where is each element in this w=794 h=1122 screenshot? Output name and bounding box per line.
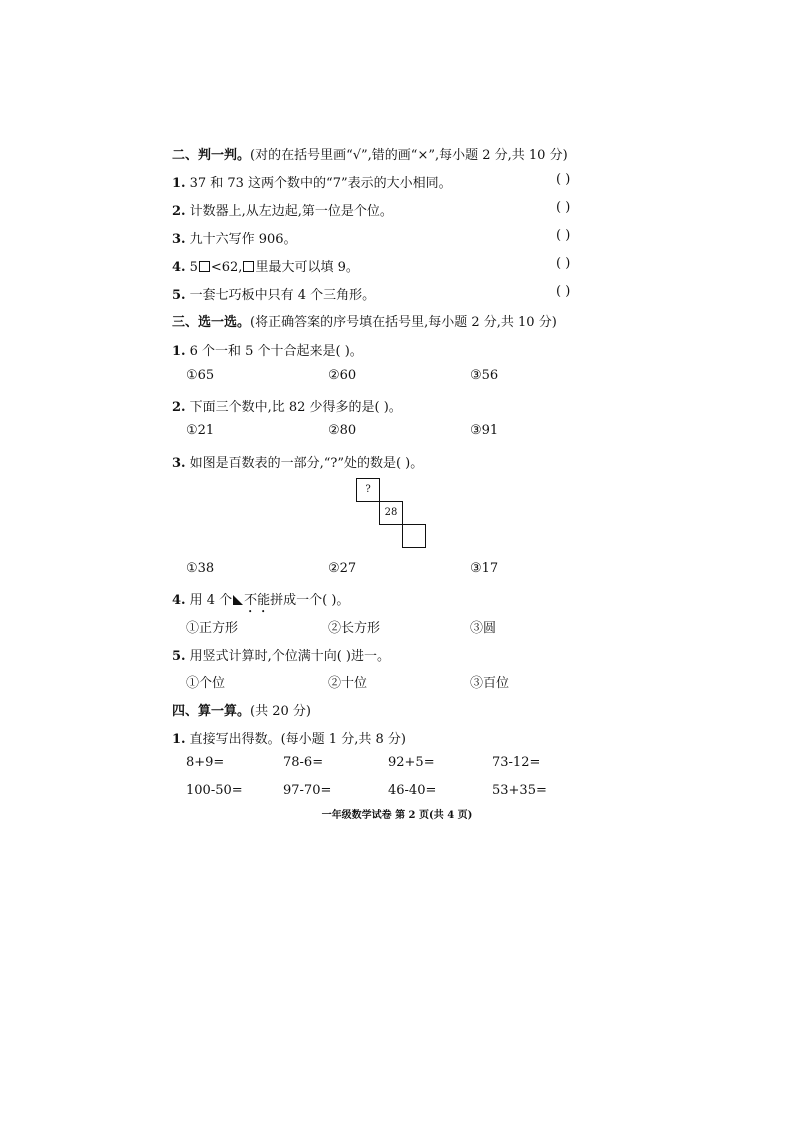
option-2[interactable]: ②27: [328, 561, 357, 576]
section-2-title: 二、判一判。: [172, 148, 251, 163]
grid-cell-28: 28: [379, 501, 403, 525]
item-text: 37 和 73 这两个数中的“7”表示的大小相同。: [189, 176, 452, 191]
option-3[interactable]: ③圆: [470, 621, 497, 636]
blank-square-icon: [243, 261, 254, 272]
section-4-title: 四、算一算。: [172, 704, 251, 719]
section-2-note: (对的在括号里画“√”,错的画“×”,每小题 2 分,共 10 分): [250, 148, 568, 163]
option-1[interactable]: ①个位: [186, 676, 226, 691]
item-text: 计数器上,从左边起,第一位是个位。: [189, 204, 393, 219]
page-footer: 一年级数学试卷 第 2 页(共 4 页): [321, 810, 473, 821]
choice-question-4: [172, 589, 349, 616]
item-number: 2.: [172, 204, 186, 219]
question-note: (每小题 1 分,共 8 分): [280, 732, 406, 747]
triangle-piece-icon: [233, 595, 243, 605]
question-text: 如图是百数表的一部分,“?”处的数是( )。: [189, 456, 424, 471]
calc-problem[interactable]: 73-12=: [492, 755, 541, 770]
question-number: 2.: [172, 400, 186, 415]
option-1[interactable]: ①21: [186, 423, 215, 438]
option-2[interactable]: ②60: [328, 368, 357, 383]
question-number: 1.: [172, 732, 186, 747]
answer-paren-2[interactable]: ( ): [556, 200, 571, 215]
option-3[interactable]: ③91: [470, 423, 499, 438]
section-3-heading: [172, 311, 557, 330]
option-2[interactable]: ②长方形: [328, 621, 381, 636]
item-text-b: <62,: [210, 260, 243, 275]
calc-problem[interactable]: 53+35=: [492, 783, 547, 798]
section-4-heading: [172, 700, 311, 719]
question-number: 1.: [172, 344, 186, 359]
question-text-a: 用 4 个: [189, 593, 233, 608]
calc-problem[interactable]: 92+5=: [388, 755, 435, 770]
choice-question-5: [172, 645, 390, 664]
item-text: 一套七巧板中只有 4 个三角形。: [189, 288, 376, 303]
section-3-title: 三、选一选。: [172, 315, 251, 330]
section-2-heading: [172, 144, 568, 163]
calc-problem[interactable]: 100-50=: [186, 783, 243, 798]
choice-question-3: [172, 452, 423, 471]
question-text: 6 个一和 5 个十合起来是( )。: [189, 344, 363, 359]
emphasis-text: 不能: [244, 593, 271, 608]
judge-item-1: [172, 172, 452, 191]
hundred-chart-fragment: [356, 478, 428, 550]
calc-problem[interactable]: 8+9=: [186, 755, 225, 770]
item-number: 4.: [172, 260, 186, 275]
grid-cell-question: ?: [356, 478, 380, 502]
question-number: 3.: [172, 456, 186, 471]
judge-item-3: [172, 228, 297, 247]
blank-square-icon: [199, 261, 210, 272]
question-text: 直接写出得数。: [189, 732, 281, 747]
item-text: 九十六写作 906。: [189, 232, 297, 247]
option-2[interactable]: ②十位: [328, 676, 368, 691]
item-number: 5.: [172, 288, 186, 303]
item-number: 3.: [172, 232, 186, 247]
item-text-a: 5: [189, 260, 198, 275]
question-number: 4.: [172, 593, 186, 608]
option-3[interactable]: ③百位: [470, 676, 510, 691]
question-number: 5.: [172, 649, 186, 664]
answer-paren-4[interactable]: ( ): [556, 256, 571, 271]
judge-item-5: [172, 284, 375, 303]
answer-paren-1[interactable]: ( ): [556, 172, 571, 187]
calc-problem[interactable]: 46-40=: [388, 783, 437, 798]
choice-question-1: [172, 340, 363, 359]
answer-paren-5[interactable]: ( ): [556, 284, 571, 299]
judge-item-2: [172, 200, 393, 219]
calc-question-1: [172, 728, 406, 747]
answer-paren-3[interactable]: ( ): [556, 228, 571, 243]
option-1[interactable]: ①65: [186, 368, 215, 383]
option-2[interactable]: ②80: [328, 423, 357, 438]
option-1[interactable]: ①38: [186, 561, 215, 576]
choice-question-2: [172, 396, 402, 415]
calc-problem[interactable]: 78-6=: [283, 755, 324, 770]
option-3[interactable]: ③17: [470, 561, 499, 576]
question-text: 用竖式计算时,个位满十向( )进一。: [189, 649, 390, 664]
question-text: 下面三个数中,比 82 少得多的是( )。: [189, 400, 402, 415]
item-number: 1.: [172, 176, 186, 191]
calc-problem[interactable]: 97-70=: [283, 783, 332, 798]
section-4-note: (共 20 分): [250, 704, 311, 719]
option-3[interactable]: ③56: [470, 368, 499, 383]
question-text-b: 拼成一个( )。: [270, 593, 350, 608]
grid-cell-empty: [402, 524, 426, 548]
option-1[interactable]: ①正方形: [186, 621, 239, 636]
item-text-c: 里最大可以填 9。: [255, 260, 359, 275]
judge-item-4: [172, 256, 359, 275]
section-3-note: (将正确答案的序号填在括号里,每小题 2 分,共 10 分): [250, 315, 557, 330]
